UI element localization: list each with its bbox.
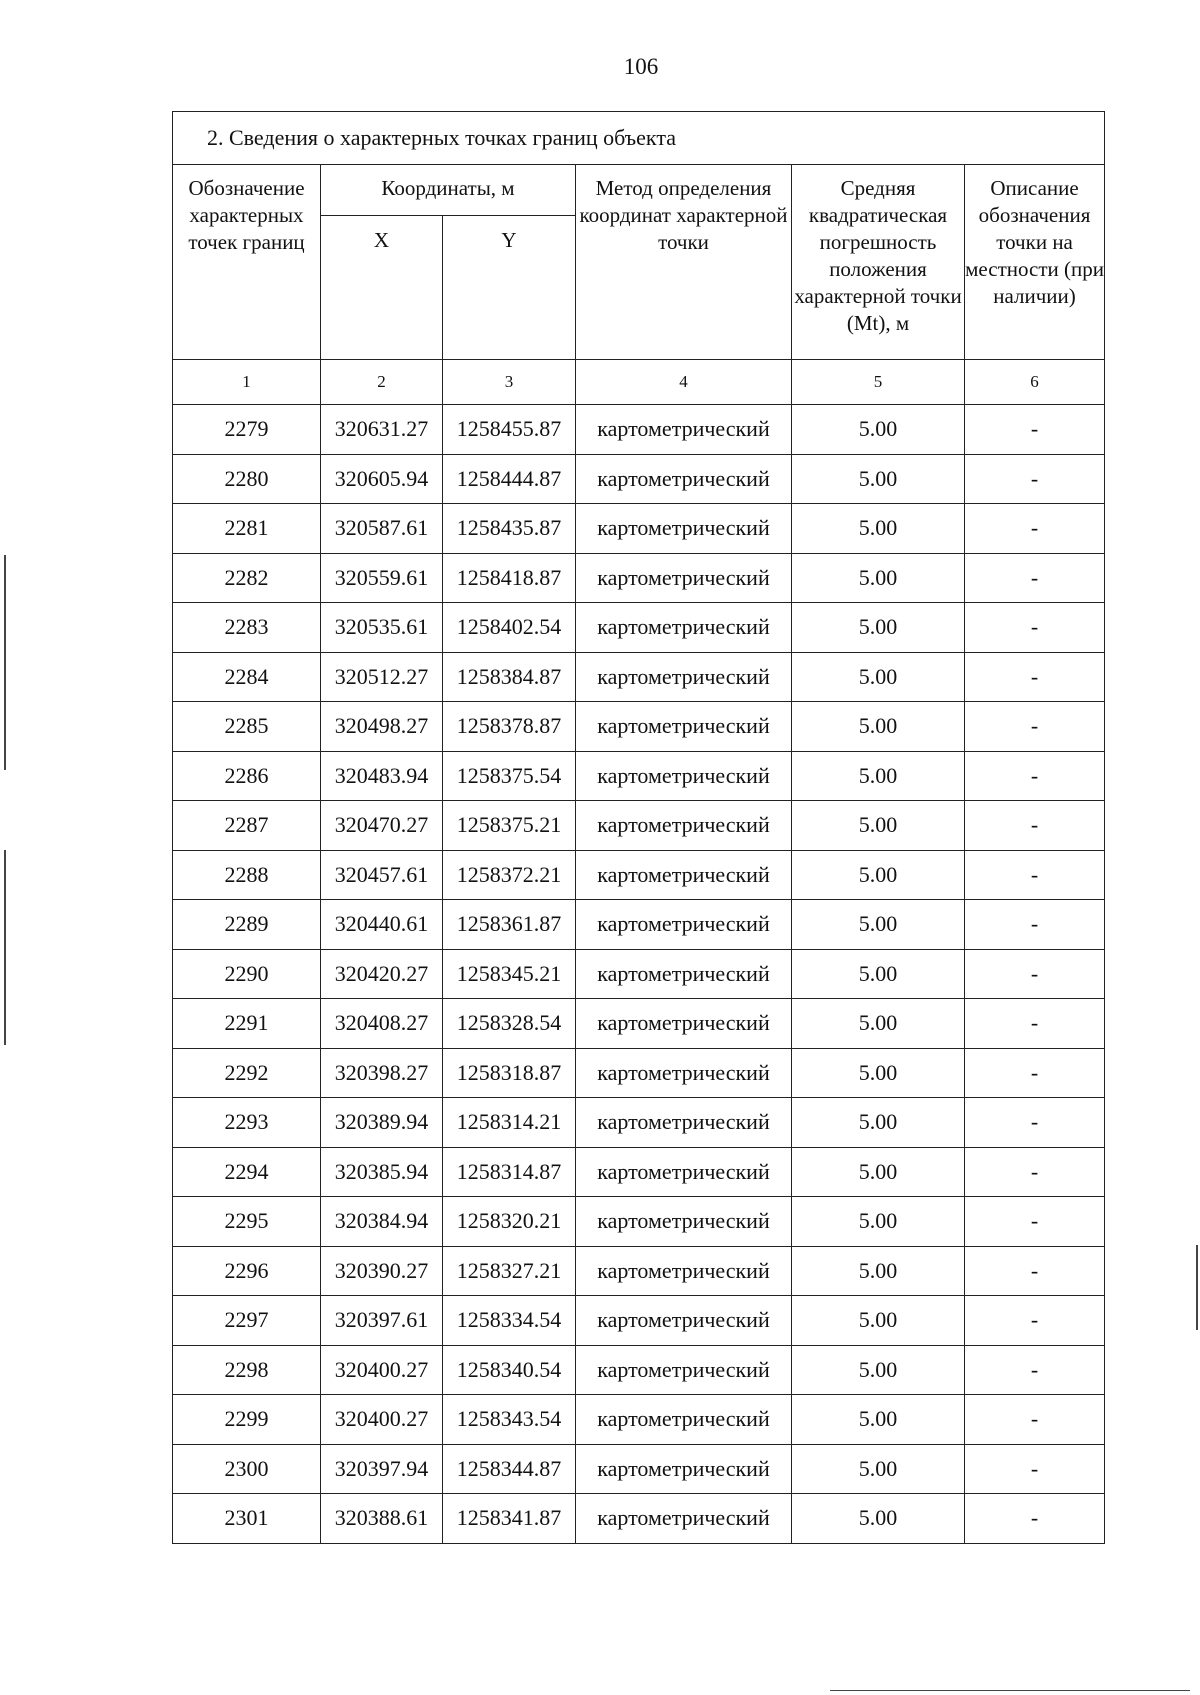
point-id-cell: 2286 [173, 751, 321, 801]
method-cell: картометрический [576, 1147, 792, 1197]
method-cell: картометрический [576, 900, 792, 950]
point-id-cell: 2293 [173, 1098, 321, 1148]
section-title: 2. Сведения о характерных точках границ объекта [173, 112, 1105, 165]
coord-x-cell: 320483.94 [321, 751, 443, 801]
coord-y-cell: 1258320.21 [443, 1197, 576, 1247]
table-row [173, 603, 1105, 653]
method-cell: картометрический [576, 1197, 792, 1247]
error-cell: 5.00 [792, 553, 965, 603]
error-cell: 5.00 [792, 1098, 965, 1148]
table-row [173, 949, 1105, 999]
point-id-cell: 2288 [173, 850, 321, 900]
table-row [173, 850, 1105, 900]
method-cell: картометрический [576, 1494, 792, 1544]
point-id-cell: 2298 [173, 1345, 321, 1395]
error-cell: 5.00 [792, 1345, 965, 1395]
error-cell: 5.00 [792, 801, 965, 851]
method-cell: картометрический [576, 603, 792, 653]
description-cell: - [965, 702, 1105, 752]
table-row [173, 1444, 1105, 1494]
page-number: 106 [623, 54, 659, 79]
point-id-cell: 2296 [173, 1246, 321, 1296]
method-cell: картометрический [576, 1296, 792, 1346]
boundary-points-table [172, 111, 1105, 1544]
description-cell: - [965, 1098, 1105, 1148]
point-id-cell: 2299 [173, 1395, 321, 1445]
coord-y-cell: 1258455.87 [443, 405, 576, 455]
coord-x-cell: 320385.94 [321, 1147, 443, 1197]
error-cell: 5.00 [792, 1494, 965, 1544]
table-row [173, 801, 1105, 851]
coord-x-cell: 320408.27 [321, 999, 443, 1049]
table-body [173, 405, 1105, 1544]
coord-y-cell: 1258327.21 [443, 1246, 576, 1296]
error-cell: 5.00 [792, 1296, 965, 1346]
table-row [173, 454, 1105, 504]
description-cell: - [965, 949, 1105, 999]
coord-y-cell: 1258402.54 [443, 603, 576, 653]
method-cell: картометрический [576, 999, 792, 1049]
point-id-cell: 2295 [173, 1197, 321, 1247]
column-number: 4 [576, 360, 792, 405]
description-cell: - [965, 1048, 1105, 1098]
header-designation: Обозначение характерных точек границ [173, 165, 321, 360]
error-cell: 5.00 [792, 603, 965, 653]
description-cell: - [965, 999, 1105, 1049]
table-row [173, 504, 1105, 554]
point-id-cell: 2289 [173, 900, 321, 950]
error-cell: 5.00 [792, 949, 965, 999]
header-coordinates: Координаты, м [321, 165, 576, 216]
table-row [173, 702, 1105, 752]
coord-x-cell: 320440.61 [321, 900, 443, 950]
description-cell: - [965, 1345, 1105, 1395]
coord-x-cell: 320397.61 [321, 1296, 443, 1346]
table-row [173, 1098, 1105, 1148]
point-id-cell: 2281 [173, 504, 321, 554]
description-cell: - [965, 900, 1105, 950]
coord-x-cell: 320631.27 [321, 405, 443, 455]
point-id-cell: 2290 [173, 949, 321, 999]
header-error: Средняя квадратическая погрешность положения характерной точки (Mt), м [792, 165, 965, 360]
coord-y-cell: 1258418.87 [443, 553, 576, 603]
method-cell: картометрический [576, 1098, 792, 1148]
description-cell: - [965, 652, 1105, 702]
error-cell: 5.00 [792, 900, 965, 950]
error-cell: 5.00 [792, 751, 965, 801]
scan-edge-mark [4, 850, 6, 1045]
table-row [173, 1345, 1105, 1395]
coord-y-cell: 1258340.54 [443, 1345, 576, 1395]
coord-y-cell: 1258328.54 [443, 999, 576, 1049]
header-method: Метод определения координат характерной точки [576, 165, 792, 360]
coord-y-cell: 1258334.54 [443, 1296, 576, 1346]
point-id-cell: 2280 [173, 454, 321, 504]
error-cell: 5.00 [792, 850, 965, 900]
header-row [173, 165, 1105, 216]
coord-x-cell: 320470.27 [321, 801, 443, 851]
point-id-cell: 2283 [173, 603, 321, 653]
header-description: Описание обозначения точки на местности (при наличии) [965, 165, 1105, 360]
column-number: 1 [173, 360, 321, 405]
coord-y-cell: 1258344.87 [443, 1444, 576, 1494]
point-id-cell: 2294 [173, 1147, 321, 1197]
coord-y-cell: 1258435.87 [443, 504, 576, 554]
table-row [173, 1296, 1105, 1346]
method-cell: картометрический [576, 1395, 792, 1445]
coord-x-cell: 320559.61 [321, 553, 443, 603]
point-id-cell: 2301 [173, 1494, 321, 1544]
error-cell: 5.00 [792, 504, 965, 554]
description-cell: - [965, 454, 1105, 504]
table-row [173, 405, 1105, 455]
description-cell: - [965, 603, 1105, 653]
method-cell: картометрический [576, 405, 792, 455]
table-row [173, 999, 1105, 1049]
description-cell: - [965, 801, 1105, 851]
error-cell: 5.00 [792, 1197, 965, 1247]
table-row [173, 553, 1105, 603]
description-cell: - [965, 1246, 1105, 1296]
error-cell: 5.00 [792, 702, 965, 752]
table-caption-row [173, 112, 1105, 165]
point-id-cell: 2297 [173, 1296, 321, 1346]
header-y: Y [443, 216, 576, 360]
method-cell: картометрический [576, 751, 792, 801]
method-cell: картометрический [576, 850, 792, 900]
error-cell: 5.00 [792, 454, 965, 504]
description-cell: - [965, 850, 1105, 900]
error-cell: 5.00 [792, 405, 965, 455]
coord-x-cell: 320420.27 [321, 949, 443, 999]
coord-y-cell: 1258341.87 [443, 1494, 576, 1544]
scan-edge-mark [4, 555, 6, 770]
description-cell: - [965, 553, 1105, 603]
method-cell: картометрический [576, 702, 792, 752]
coord-x-cell: 320388.61 [321, 1494, 443, 1544]
table-row [173, 1197, 1105, 1247]
error-cell: 5.00 [792, 1246, 965, 1296]
error-cell: 5.00 [792, 1444, 965, 1494]
method-cell: картометрический [576, 1444, 792, 1494]
header-x: X [321, 216, 443, 360]
boundary-points-table-container [172, 111, 1104, 1544]
coord-y-cell: 1258378.87 [443, 702, 576, 752]
point-id-cell: 2287 [173, 801, 321, 851]
coord-x-cell: 320535.61 [321, 603, 443, 653]
coord-y-cell: 1258375.21 [443, 801, 576, 851]
method-cell: картометрический [576, 454, 792, 504]
coord-y-cell: 1258444.87 [443, 454, 576, 504]
table-row [173, 1494, 1105, 1544]
coord-x-cell: 320397.94 [321, 1444, 443, 1494]
table-row [173, 1395, 1105, 1445]
coord-x-cell: 320587.61 [321, 504, 443, 554]
point-id-cell: 2300 [173, 1444, 321, 1494]
coord-y-cell: 1258375.54 [443, 751, 576, 801]
coord-y-cell: 1258361.87 [443, 900, 576, 950]
scan-edge-mark [1196, 1245, 1198, 1330]
method-cell: картометрический [576, 1345, 792, 1395]
description-cell: - [965, 405, 1105, 455]
description-cell: - [965, 1494, 1105, 1544]
point-id-cell: 2282 [173, 553, 321, 603]
column-number: 6 [965, 360, 1105, 405]
coord-x-cell: 320498.27 [321, 702, 443, 752]
scan-edge-mark [830, 1690, 1190, 1691]
column-number: 5 [792, 360, 965, 405]
method-cell: картометрический [576, 1048, 792, 1098]
point-id-cell: 2291 [173, 999, 321, 1049]
column-number: 2 [321, 360, 443, 405]
coord-y-cell: 1258372.21 [443, 850, 576, 900]
table-row [173, 1246, 1105, 1296]
coord-y-cell: 1258384.87 [443, 652, 576, 702]
point-id-cell: 2285 [173, 702, 321, 752]
column-number: 3 [443, 360, 576, 405]
method-cell: картометрический [576, 652, 792, 702]
table-row [173, 900, 1105, 950]
error-cell: 5.00 [792, 1395, 965, 1445]
point-id-cell: 2279 [173, 405, 321, 455]
description-cell: - [965, 1197, 1105, 1247]
method-cell: картометрический [576, 949, 792, 999]
coord-x-cell: 320605.94 [321, 454, 443, 504]
coord-x-cell: 320400.27 [321, 1345, 443, 1395]
table-row [173, 652, 1105, 702]
coord-x-cell: 320398.27 [321, 1048, 443, 1098]
column-number-row [173, 360, 1105, 405]
table-row [173, 1147, 1105, 1197]
point-id-cell: 2292 [173, 1048, 321, 1098]
table-row [173, 751, 1105, 801]
coord-x-cell: 320390.27 [321, 1246, 443, 1296]
error-cell: 5.00 [792, 652, 965, 702]
description-cell: - [965, 504, 1105, 554]
method-cell: картометрический [576, 553, 792, 603]
description-cell: - [965, 1147, 1105, 1197]
method-cell: картометрический [576, 801, 792, 851]
description-cell: - [965, 1444, 1105, 1494]
coord-y-cell: 1258318.87 [443, 1048, 576, 1098]
coord-y-cell: 1258343.54 [443, 1395, 576, 1445]
coord-x-cell: 320457.61 [321, 850, 443, 900]
error-cell: 5.00 [792, 999, 965, 1049]
coord-y-cell: 1258314.87 [443, 1147, 576, 1197]
coord-x-cell: 320389.94 [321, 1098, 443, 1148]
table-row [173, 1048, 1105, 1098]
description-cell: - [965, 1395, 1105, 1445]
description-cell: - [965, 751, 1105, 801]
method-cell: картометрический [576, 504, 792, 554]
error-cell: 5.00 [792, 1147, 965, 1197]
error-cell: 5.00 [792, 1048, 965, 1098]
coord-x-cell: 320400.27 [321, 1395, 443, 1445]
method-cell: картометрический [576, 1246, 792, 1296]
coord-x-cell: 320384.94 [321, 1197, 443, 1247]
description-cell: - [965, 1296, 1105, 1346]
coord-x-cell: 320512.27 [321, 652, 443, 702]
coord-y-cell: 1258345.21 [443, 949, 576, 999]
coord-y-cell: 1258314.21 [443, 1098, 576, 1148]
point-id-cell: 2284 [173, 652, 321, 702]
